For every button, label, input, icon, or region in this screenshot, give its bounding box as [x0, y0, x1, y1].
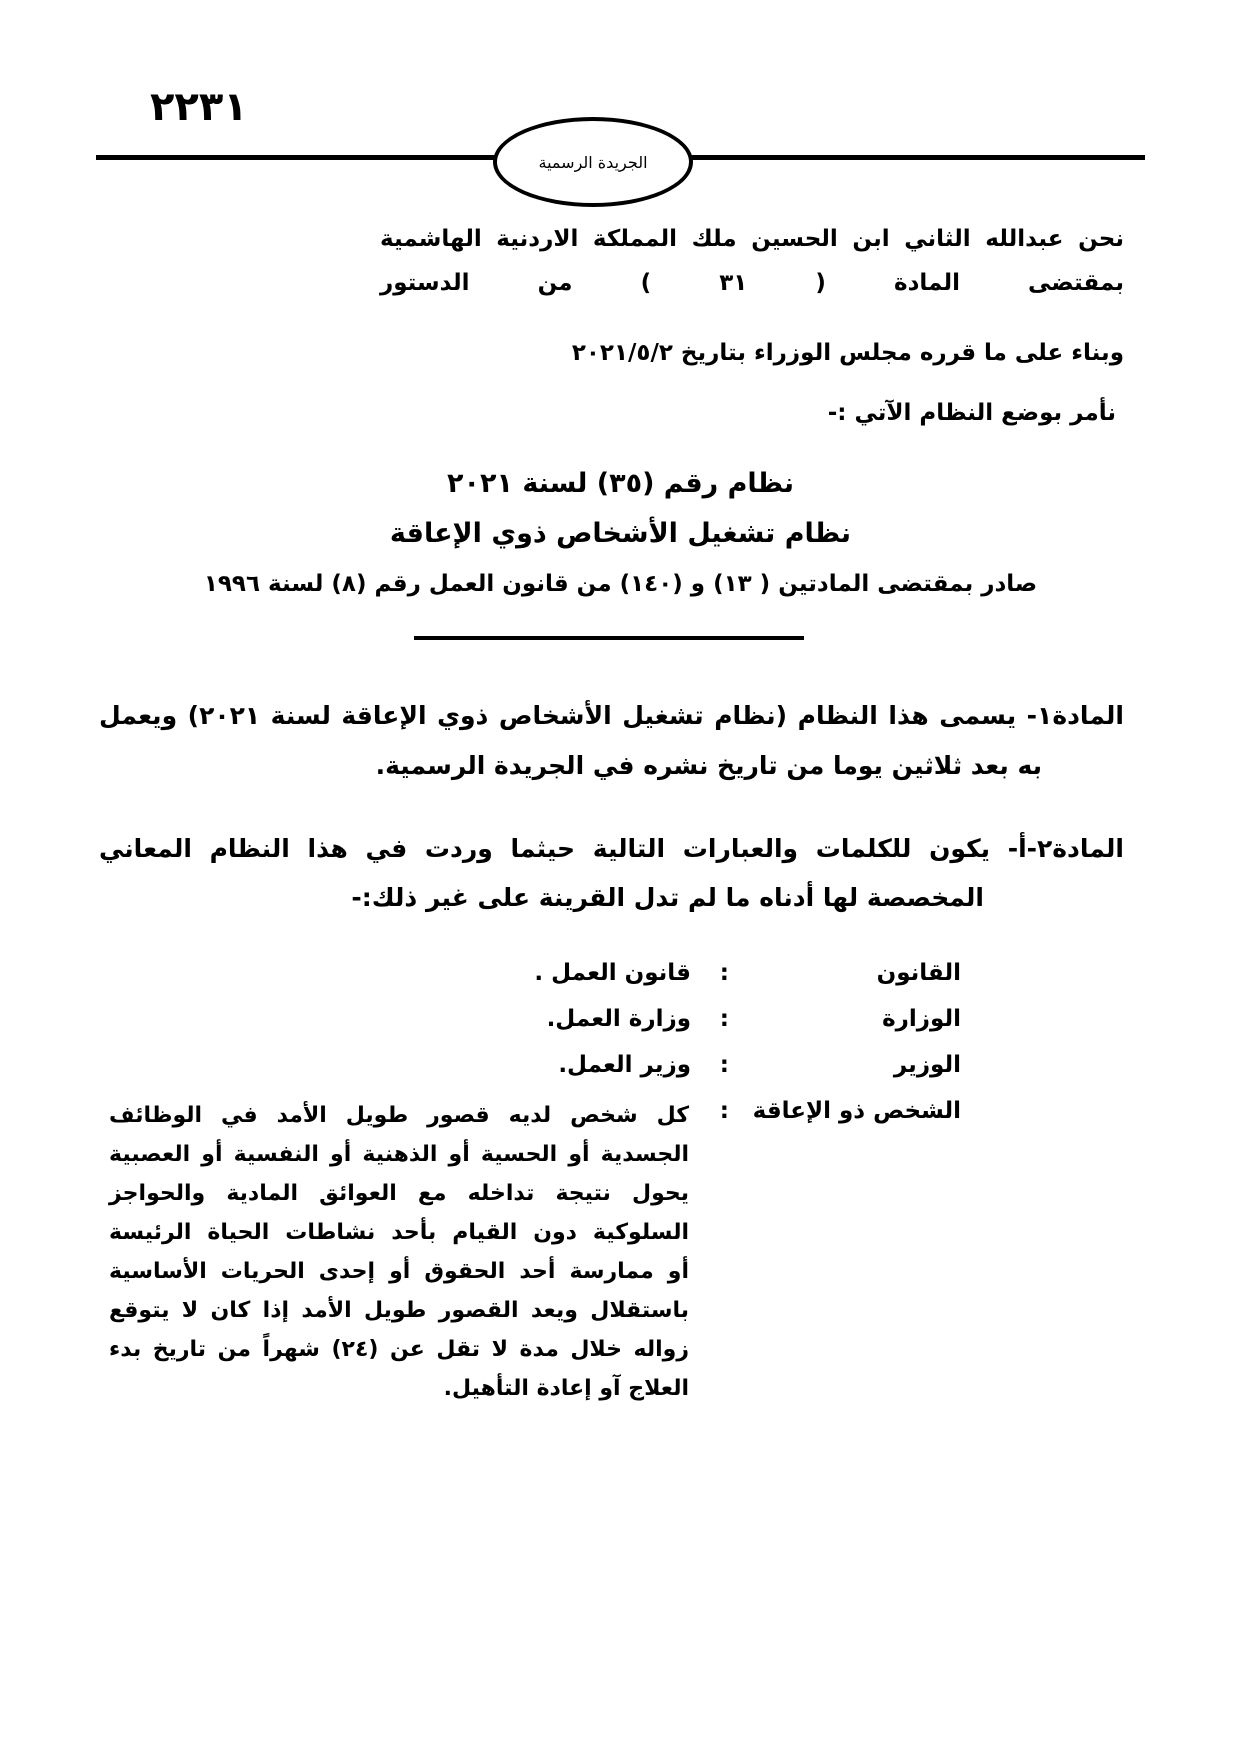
definition-colon: :: [719, 1098, 729, 1124]
title-rule: [414, 636, 804, 640]
gazette-label: الجريدة الرسمية: [538, 152, 648, 172]
definition-long-line: كل شخص لديه قصور طويل الأمد في الوظائف: [109, 1103, 689, 1128]
definition-value: قانون العمل .: [534, 960, 691, 986]
definition-colon: :: [719, 1006, 729, 1032]
definition-value: وزير العمل.: [558, 1052, 691, 1078]
definition-term: الوزارة: [882, 1006, 961, 1032]
definition-long-line: زواله خلال مدة لا تقل عن (٢٤) شهراً من تاريخ بدء: [109, 1337, 690, 1362]
regulation-number: نظام رقم (٣٥) لسنة ٢٠٢١: [447, 468, 794, 499]
definition-long-line: الجسدية أو الحسية أو الذهنية أو النفسية أو العصبية: [109, 1142, 689, 1167]
definition-long-text: [109, 1096, 689, 1408]
definition-value: وزارة العمل.: [546, 1006, 691, 1032]
definition-long-line: العلاج آو إعادة التأهيل.: [443, 1376, 689, 1401]
preamble-line-3: وبناء على ما قرره مجلس الوزراء بتاريخ ٢٠٢١/٥/٢: [571, 340, 1124, 366]
definition-long-line: أو ممارسة أحد الحقوق أو إحدى الحريات الأساسية: [109, 1259, 689, 1284]
preamble-line-2: بمقتضى المادة ( ٣١ ) من الدستور: [380, 270, 1124, 296]
definition-colon: :: [719, 1052, 729, 1078]
preamble-line-1: نحن عبدالله الثاني ابن الحسين ملك المملكة الاردنية الهاشمية: [380, 226, 1124, 252]
regulation-issued-under: صادر بمقتضى المادتين ( ١٣) و (١٤٠) من قانون العمل رقم (٨) لسنة ١٩٩٦: [203, 571, 1038, 597]
article-2-line-2: المخصصة لها أدناه ما لم تدل القرينة على غير ذلك:-: [351, 883, 984, 912]
definition-long-line: السلوكية دون القيام بأحد نشاطات الحياة الرئيسة: [109, 1220, 689, 1245]
page-number: ٢٢٣١: [150, 84, 248, 130]
definition-term: القانون: [876, 960, 961, 986]
preamble-line-4: نأمر بوضع النظام الآتي :-: [827, 400, 1116, 426]
definition-colon: :: [719, 960, 729, 986]
article-1-line-2: به بعد ثلاثين يوما من تاريخ نشره في الجريدة الرسمية.: [375, 751, 1042, 780]
definition-term: الوزير: [893, 1052, 961, 1078]
definition-term: الشخص ذو الإعاقة: [752, 1098, 961, 1124]
article-2-line-1: المادة٢-أ- يكون للكلمات والعبارات التالية حيثما وردت في هذا النظام المعاني: [99, 834, 1124, 863]
gazette-header-oval: [493, 117, 693, 207]
definition-long-line: باستقلال ويعد القصور طويل الأمد إذا كان لا يتوقع: [109, 1298, 689, 1323]
regulation-name: نظام تشغيل الأشخاص ذوي الإعاقة: [389, 518, 852, 549]
definition-long-line: يحول نتيجة تداخله مع العوائق المادية والحواجز: [109, 1181, 689, 1206]
article-1-line-1: المادة١- يسمى هذا النظام (نظام تشغيل الأشخاص ذوي الإعاقة لسنة ٢٠٢١) ويعمل: [99, 701, 1125, 730]
